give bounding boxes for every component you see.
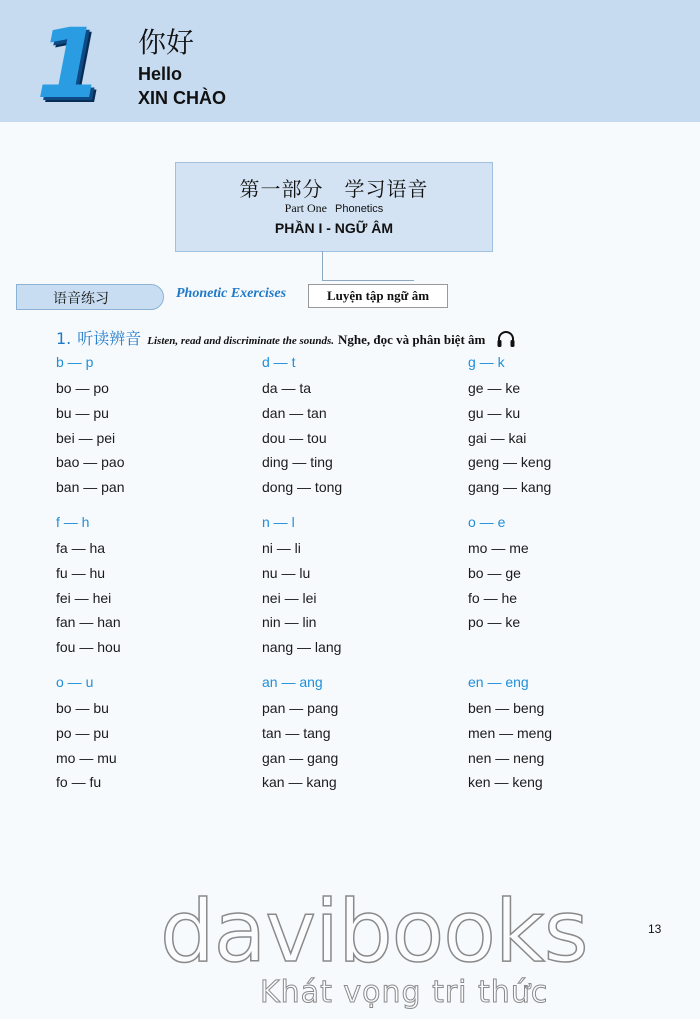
syllable-pair[interactable]: fo — fu [56, 774, 102, 791]
sound-group [468, 352, 648, 500]
exercise-number: 1. [56, 329, 72, 348]
exercise-title-en: Listen, read and discriminate the sounds. [147, 335, 335, 347]
syllable-pair[interactable]: fu — hu [56, 564, 106, 581]
syllable-pair[interactable]: geng — keng [468, 454, 552, 471]
syllable-pair[interactable]: po — pu [56, 724, 109, 741]
part-title-vi: PHẦN I - NGỮ ÂM [274, 220, 394, 236]
syllable-pair[interactable]: nei — lei [262, 589, 317, 606]
part-subtitle-en: Phonetics [335, 203, 384, 215]
sound-group [56, 512, 236, 660]
syllable-pair[interactable]: bo — ge [468, 564, 521, 581]
syllable-pair[interactable]: ge — ke [468, 380, 521, 396]
sound-group [56, 672, 236, 795]
lesson-title-vi: XIN CHÀO [138, 88, 227, 108]
sound-group [56, 352, 236, 500]
syllable-pair[interactable]: tan — tang [262, 724, 331, 741]
syllable-pair[interactable]: bei — pei [56, 429, 116, 446]
syllable-pair[interactable]: dan — tan [262, 404, 327, 421]
syllable-pair[interactable]: fou — hou [56, 639, 121, 656]
section-header [16, 282, 446, 310]
syllable-pair[interactable]: po — ke [468, 614, 521, 631]
sound-group [468, 672, 648, 795]
sound-group-head: o — u [56, 674, 94, 690]
part-title-en [176, 201, 492, 216]
lesson-number: 1 [36, 8, 103, 120]
sound-group-head: f — h [56, 514, 90, 530]
syllable-pair[interactable]: da — ta [262, 380, 312, 396]
syllable-pair[interactable]: gu — ku [468, 404, 521, 421]
section-title-vi: Luyện tập ngữ âm [308, 284, 448, 308]
sound-group-head: n — l [262, 514, 295, 530]
syllable-pair[interactable]: nin — lin [262, 614, 317, 631]
syllable-pair[interactable]: bo — po [56, 380, 109, 396]
exercise-title-vi: Nghe, đọc và phân biệt âm [338, 332, 486, 347]
syllable-pair[interactable]: fo — he [468, 589, 518, 606]
sound-group-head: g — k [468, 354, 505, 370]
syllable-pair[interactable]: nen — neng [468, 749, 545, 766]
watermark-slogan: Khát vọng tri thức [260, 975, 549, 1010]
syllable-pair[interactable]: dou — tou [262, 429, 327, 446]
syllable-pair[interactable]: ding — ting [262, 454, 333, 471]
syllable-pair[interactable]: nu — lu [262, 564, 311, 581]
syllable-pair[interactable]: ken — keng [468, 774, 543, 791]
section-title-zh: 语音练习 [53, 291, 109, 307]
sound-group [262, 512, 442, 660]
watermark-brand: davibooks [160, 882, 588, 982]
part-title-en-text: Part One [284, 201, 327, 215]
headphones-icon[interactable] [496, 330, 516, 352]
syllable-pair[interactable]: gai — kai [468, 429, 527, 446]
lesson-title-zh: 你好 [138, 26, 195, 59]
syllable-pair[interactable]: bo — bu [56, 700, 109, 716]
syllable-pair[interactable]: kan — kang [262, 774, 337, 791]
syllable-pair[interactable]: ni — li [262, 540, 301, 556]
sound-group-head: an — ang [262, 674, 323, 690]
syllable-pair[interactable]: mo — mu [56, 749, 117, 766]
syllable-pair[interactable]: mo — me [468, 540, 529, 556]
part-title-zh: 第一部分 学习语音 [239, 177, 429, 201]
syllable-pair[interactable]: dong — tong [262, 479, 343, 496]
sound-group-head: b — p [56, 354, 94, 370]
sound-group [468, 512, 648, 635]
exercise-title-zh: 听读辨音 [77, 329, 142, 348]
section-title-en: Phonetic Exercises [176, 286, 287, 301]
exercise-title [56, 326, 516, 350]
syllable-pair[interactable]: gang — kang [468, 479, 552, 496]
header-band [0, 0, 700, 122]
syllable-pair[interactable]: fa — ha [56, 540, 106, 556]
syllable-pair[interactable]: gan — gang [262, 749, 339, 766]
sound-group [262, 672, 442, 795]
part-title-box [175, 162, 493, 252]
page-number: 13 [648, 922, 662, 936]
connector-line [322, 251, 323, 281]
connector-line [322, 280, 414, 281]
syllable-pair[interactable]: ban — pan [56, 479, 125, 496]
syllable-pair[interactable]: bao — pao [56, 454, 125, 471]
sound-group-head: d — t [262, 354, 296, 370]
sound-group [262, 352, 442, 500]
syllable-pair[interactable]: men — meng [468, 724, 553, 741]
syllable-pair[interactable]: nang — lang [262, 639, 342, 656]
syllable-pair[interactable]: ben — beng [468, 700, 545, 716]
syllable-pair[interactable]: fei — hei [56, 589, 112, 606]
sound-group-head: en — eng [468, 674, 529, 690]
syllable-pair[interactable]: fan — han [56, 614, 121, 631]
syllable-pair[interactable]: pan — pang [262, 700, 339, 716]
sound-group-head: o — e [468, 514, 506, 530]
lesson-title-en: Hello [138, 64, 183, 84]
syllable-pair[interactable]: bu — pu [56, 404, 109, 421]
section-tab [16, 284, 164, 310]
